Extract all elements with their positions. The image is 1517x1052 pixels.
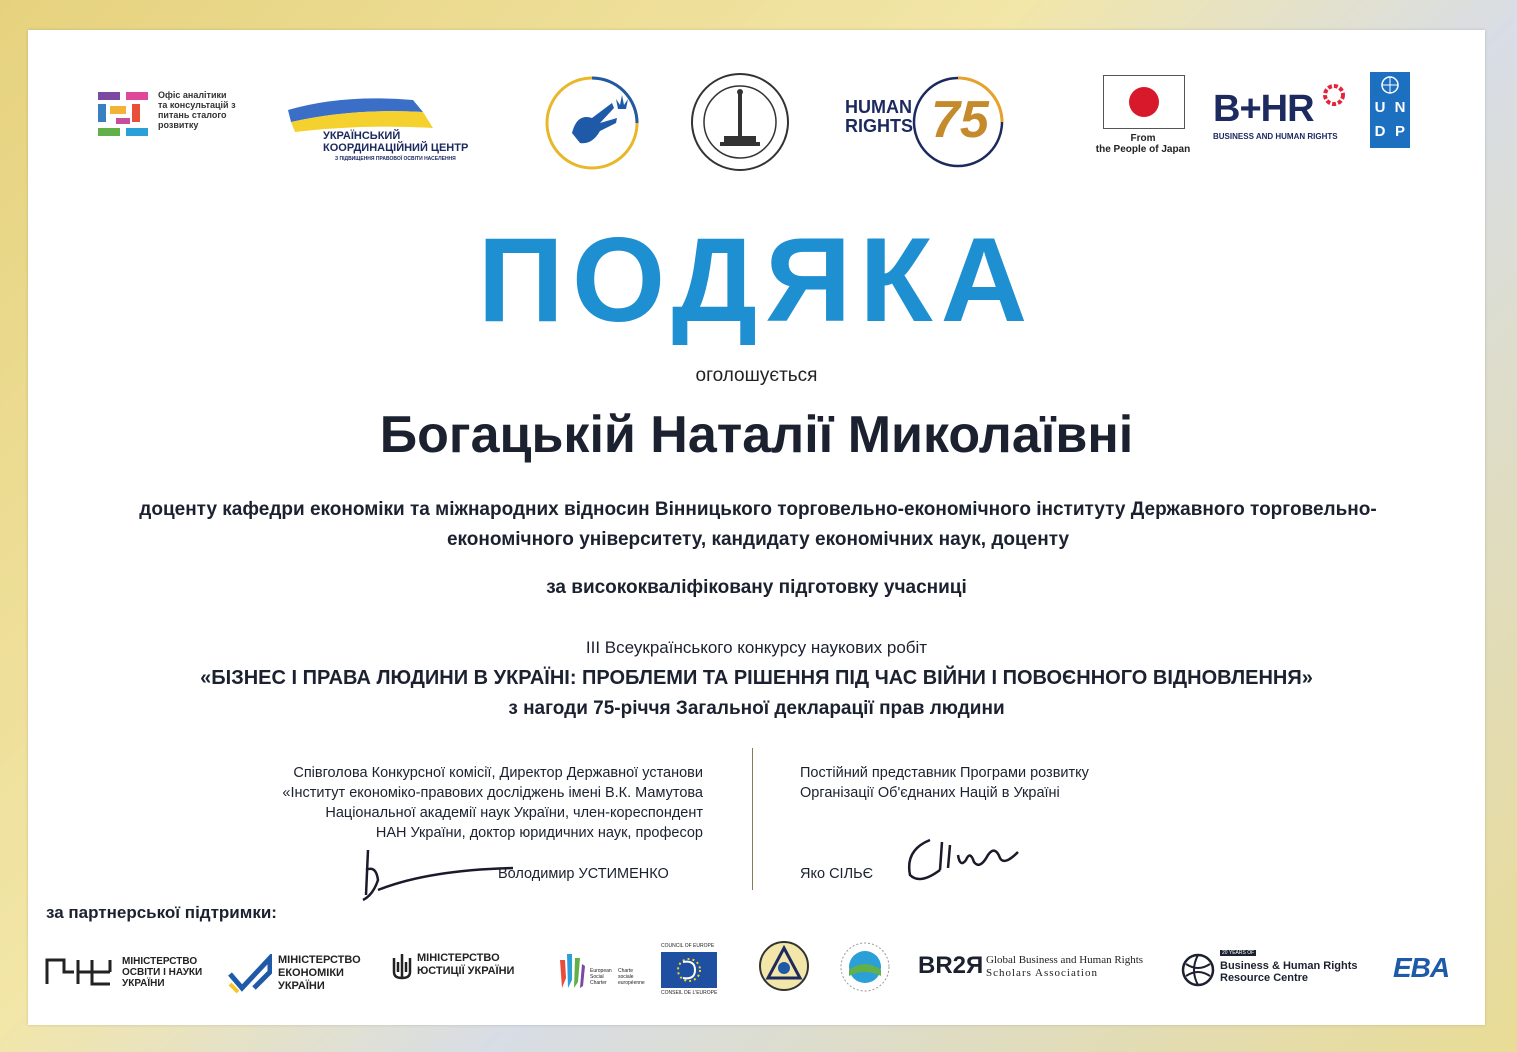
bhr-subtitle: BUSINESS AND HUMAN RIGHTS xyxy=(1213,132,1338,141)
bhrrc-years: 20 YEARS OF xyxy=(1222,950,1255,956)
left-signature-icon xyxy=(348,840,518,910)
bhr-title: B+HR xyxy=(1213,88,1314,130)
human-text: HUMAN xyxy=(845,97,912,117)
hand-sign-logo xyxy=(542,73,642,178)
trident-icon xyxy=(391,952,413,982)
institute-emblem-logo xyxy=(758,940,810,997)
br2r-logo xyxy=(918,952,1168,992)
mineco-logo xyxy=(228,948,378,998)
left-signatory-title xyxy=(178,763,703,843)
institute-emblem-icon xyxy=(758,940,810,992)
br2r-mark: BR2Я xyxy=(918,952,984,979)
right-signature-icon xyxy=(900,830,1030,890)
coe-stars-icon xyxy=(661,952,717,988)
bhrrc-text-line2: Resource Centre xyxy=(1220,972,1309,984)
sdg-wheel-icon xyxy=(1323,84,1345,106)
left-signatory-line: Національної академії наук України, член-кореспондент xyxy=(325,805,703,821)
institute-seal-icon xyxy=(688,70,792,174)
esc-text-en: European Social Charter xyxy=(590,968,612,986)
br2r-text-line2: Scholars Association xyxy=(986,967,1098,979)
left-signatory-line: НАН України, доктор юридичних наук, професор xyxy=(375,825,703,841)
rights-text: RIGHTS xyxy=(845,116,914,136)
office-logo-text: Офіс аналітики та консультацій з питань сталого розвитку xyxy=(158,90,236,130)
globe-icon xyxy=(1180,952,1216,988)
right-signatory-title xyxy=(800,763,1220,803)
club-emblem-icon xyxy=(838,940,892,994)
right-signatory-line: Постійний представник Програми розвитку xyxy=(800,765,1089,781)
contest-name-line1: ІІІ Всеукраїнського конкурсу наукових робіт xyxy=(585,638,928,657)
japan-caption xyxy=(1093,133,1193,155)
hand-sign-icon xyxy=(542,73,642,173)
human-rights-75-logo xyxy=(843,72,1013,172)
bhrrc-text-line1: Business & Human Rights xyxy=(1220,960,1358,972)
un-emblem-icon xyxy=(1378,75,1402,95)
undp-logo xyxy=(1370,72,1410,148)
br2r-text-line1: Global Business and Human Rights xyxy=(986,954,1144,966)
right-signatory-name: Яко СІЛЬЄ xyxy=(800,866,874,882)
undp-letter-p: P xyxy=(1394,123,1405,140)
social-charter-hands-icon xyxy=(556,948,586,992)
human-rights-text xyxy=(845,98,913,136)
undp-letter-u: U xyxy=(1374,99,1386,116)
announce-text: оголошується xyxy=(695,365,818,386)
japan-caption-line2: the People of Japan xyxy=(1095,144,1191,155)
contest-name-line2: «БІЗНЕС І ПРАВА ЛЮДИНИ В УКРАЇНІ: ПРОБЛЕМИ ТА РІШЕННЯ ПІД ЧАС ВІЙНИ І ПОВОЄННОГО ВІДНОВЛЕННЯ» xyxy=(200,667,1313,689)
ukr-coord-center-logo xyxy=(283,92,493,162)
recipient-name: Богацькій Наталії Миколаївні xyxy=(379,406,1134,464)
undp-letters xyxy=(1370,96,1410,144)
minjust-text: МІНІСТЕРСТВО ЮСТИЦІЇ УКРАЇНИ xyxy=(417,952,515,977)
esc-text-fr: Charte sociale européenne xyxy=(618,968,645,986)
japan-caption-line1: From xyxy=(1130,133,1156,144)
right-signatory-line: Організації Об'єднаних Націй в Україні xyxy=(800,785,1060,801)
bhr-logo xyxy=(1213,88,1348,148)
institute-seal-logo xyxy=(688,70,792,179)
undp-letter-n: N xyxy=(1394,99,1406,116)
coe-top-text: COUNCIL OF EUROPE xyxy=(661,943,715,949)
club-emblem-logo xyxy=(838,940,892,999)
mineco-icon xyxy=(228,954,272,994)
mon-text: МІНІСТЕРСТВО ОСВІТИ І НАУКИ УКРАЇНИ xyxy=(122,956,203,989)
mineco-text: МІНІСТЕРСТВО ЕКОНОМІКИ УКРАЇНИ xyxy=(278,954,361,992)
award-reason: за висококваліфіковану підготовку учасниці xyxy=(546,577,967,598)
coe-bottom-text: CONSEIL DE L'EUROPE xyxy=(661,990,718,996)
br2r-text xyxy=(986,954,1166,980)
bhrrc-text xyxy=(1220,960,1380,984)
esc-coe-logo xyxy=(556,940,721,1000)
minjust-logo xyxy=(391,948,531,988)
eba-logo: EBA xyxy=(1393,952,1450,983)
contest-name-line3: з нагоди 75-річчя Загальної декларації прав людини xyxy=(508,698,1005,719)
bhrrc-logo xyxy=(1180,948,1380,992)
mon-logo xyxy=(44,948,214,998)
human-rights-75-number: 75 xyxy=(931,91,989,149)
recipient-position: доценту кафедри економіки та міжнародних відносин Вінницького торговельно-економічного інституту Державного торговельно-економічного університету, кандидату економічних наук, доценту xyxy=(139,499,1377,550)
flag-brush-icon xyxy=(283,92,493,132)
office-logo xyxy=(96,88,246,152)
coe-flag xyxy=(661,952,717,988)
ukr-center-title: УКРАЇНСЬКИЙ КООРДИНАЦІЙНИЙ ЦЕНТР xyxy=(323,130,469,154)
left-signatory-line: «Інститут економіко-правових досліджень імені В.К. Мамутова xyxy=(282,785,703,801)
japan-flag xyxy=(1103,75,1185,129)
ukr-center-subtitle: З ПІДВИЩЕННЯ ПРАВОВОЇ ОСВІТИ НАСЕЛЕННЯ xyxy=(335,156,456,162)
signature-divider xyxy=(752,748,753,890)
japan-logo xyxy=(1093,73,1203,163)
partners-label: за партнерської підтримки: xyxy=(46,903,277,922)
certificate-title: ПОДЯКА xyxy=(477,213,1036,347)
office-logo-icon xyxy=(96,88,158,148)
left-signatory-line: Співголова Конкурсної комісії, Директор Державної установи xyxy=(293,765,703,781)
mon-icon xyxy=(44,954,114,990)
japan-flag-circle xyxy=(1129,87,1159,117)
undp-letter-d: D xyxy=(1374,123,1386,140)
certificate-sheet xyxy=(28,30,1485,1025)
left-signatory-name: Володимир УСТИМЕНКО xyxy=(498,866,669,882)
